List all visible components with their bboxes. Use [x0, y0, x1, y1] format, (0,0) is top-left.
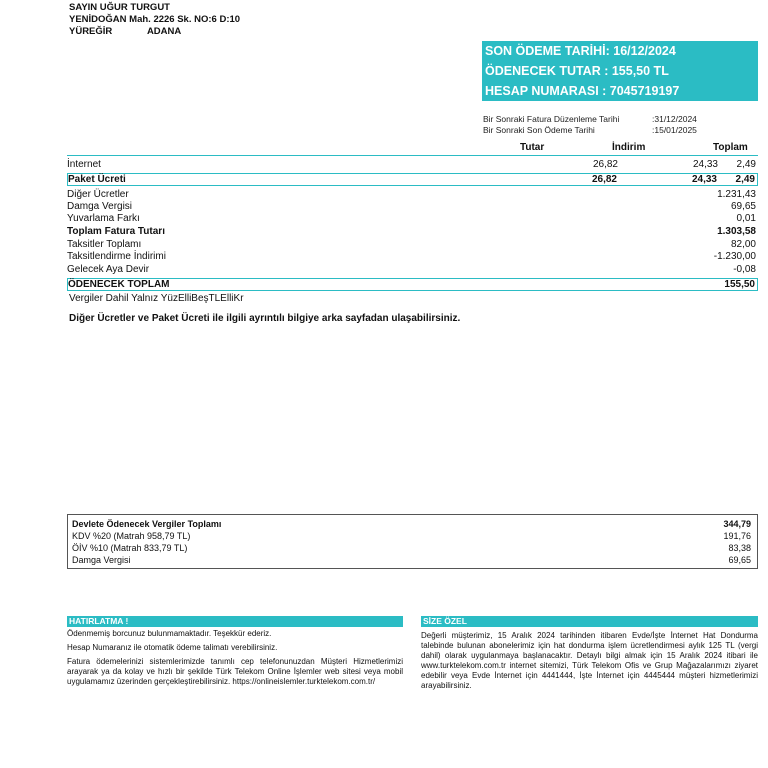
tax-row-oiv: ÖİV %10 (Matrah 833,79 TL) 83,38: [72, 543, 751, 553]
amount-due: ÖDENECEK TUTAR : 155,50 TL: [485, 64, 669, 78]
tax-row-kdv: KDV %20 (Matrah 958,79 TL) 191,76: [72, 531, 751, 541]
reminder-section: [67, 616, 403, 691]
due-date: SON ÖDEME TARİHİ: 16/12/2024: [485, 44, 676, 58]
line-package-fee: Paket Ücreti 26,82 24,33 2,49: [67, 173, 758, 186]
special-text: Değerli müşterimiz, 15 Aralık 2024 tarihinden itibaren Evde/İşte İnternet Hat Dondurma talebinde bulunan abonelerimiz için hat dondurma işlem ücretlendirmesi aylık 125 TL (vergi dahil) olarak uygulanmaya başlanacaktır. Detaylı bilgi almak için 15 Aralık 2024 itibari ile www.turktelekom.com.tr internet sitemizi, Türk Telekom Ofis ve Grup Mağazalarımızı ziyaret edebilir veya Evde İnternet için 4441444, İşte İnternet için 4445444 müşteri hizmetlerimizi arayabilirsiniz.: [421, 631, 758, 690]
reminder-text-1: Ödenmemiş borcunuz bulunmamaktadır. Teşekkür ederiz.: [67, 629, 272, 638]
customer-street: YENİDOĞAN Mah. 2226 Sk. NO:6 D:10: [69, 14, 241, 25]
table-top-line: [67, 155, 758, 156]
info-note: Diğer Ücretler ve Paket Ücreti ile ilgili ayrıntılı bilgiye arka sayfadan ulaşabilirsiniz.: [69, 313, 461, 324]
account-number: HESAP NUMARASI : 7045719197: [485, 84, 680, 98]
line-installments: Taksitler Toplamı 82,00: [67, 239, 756, 250]
line-other-fees: Diğer Ücretler 1.231,43: [67, 189, 756, 200]
amount-in-words: Vergiler Dahil Yalnız YüzElliBeşTLElliKr: [69, 293, 244, 304]
payment-summary-box: [482, 41, 758, 101]
line-carryover: Gelecek Aya Devir -0,08: [67, 264, 756, 275]
header-tutar: Tutar: [520, 142, 545, 153]
line-rounding: Yuvarlama Farkı 0,01: [67, 213, 756, 224]
next-dates: [483, 114, 697, 135]
customer-city: ADANA: [146, 26, 182, 37]
special-title: SİZE ÖZEL: [421, 616, 758, 627]
next-invoice-date: Bir Sonraki Fatura Düzenleme Tarihi :31/12/2024: [483, 114, 697, 124]
special-section: [421, 616, 758, 695]
reminder-title: HATIRLATMA !: [67, 616, 403, 627]
customer-name: SAYIN UĞUR TURGUT: [69, 2, 170, 13]
line-internet: İnternet 26,82 24,33 2,49: [67, 159, 756, 170]
tax-title-row: Devlete Ödenecek Vergiler Toplamı 344,79: [72, 519, 751, 529]
line-installment-discount: Taksitlendirme İndirimi -1.230,00: [67, 251, 756, 262]
customer-address: [69, 2, 240, 38]
next-due-date: Bir Sonraki Son Ödeme Tarihi :15/01/2025: [483, 124, 697, 135]
tax-summary-box: [67, 514, 758, 569]
reminder-text-3: Fatura ödemelerinizi sistemlerimizde tanımlı cep telefonunuzdan Müşteri Hizmetlerimizi arayarak ya da kolay ve hızlı bir şekilde Türk Telekom Online İşlemler web sitesi veya mobil uygulamamız üzerinden gerçekleştirebilirsiniz. https://onlineislemler.turktelekom.com.tr/: [67, 657, 403, 686]
tax-row-stamp: Damga Vergisi 69,65: [72, 555, 751, 565]
header-indirim: İndirim: [612, 142, 646, 153]
line-invoice-total: Toplam Fatura Tutarı 1.303,58: [67, 226, 756, 237]
customer-district: YÜREĞİR: [69, 26, 113, 37]
header-toplam: Toplam: [713, 142, 748, 153]
line-stamp-tax: Damga Vergisi 69,65: [67, 201, 756, 212]
line-total-payable: ÖDENECEK TOPLAM 155,50: [67, 278, 758, 291]
reminder-text-2: Hesap Numaranız ile otomatik ödeme talimatı verebilirsiniz.: [67, 643, 278, 652]
